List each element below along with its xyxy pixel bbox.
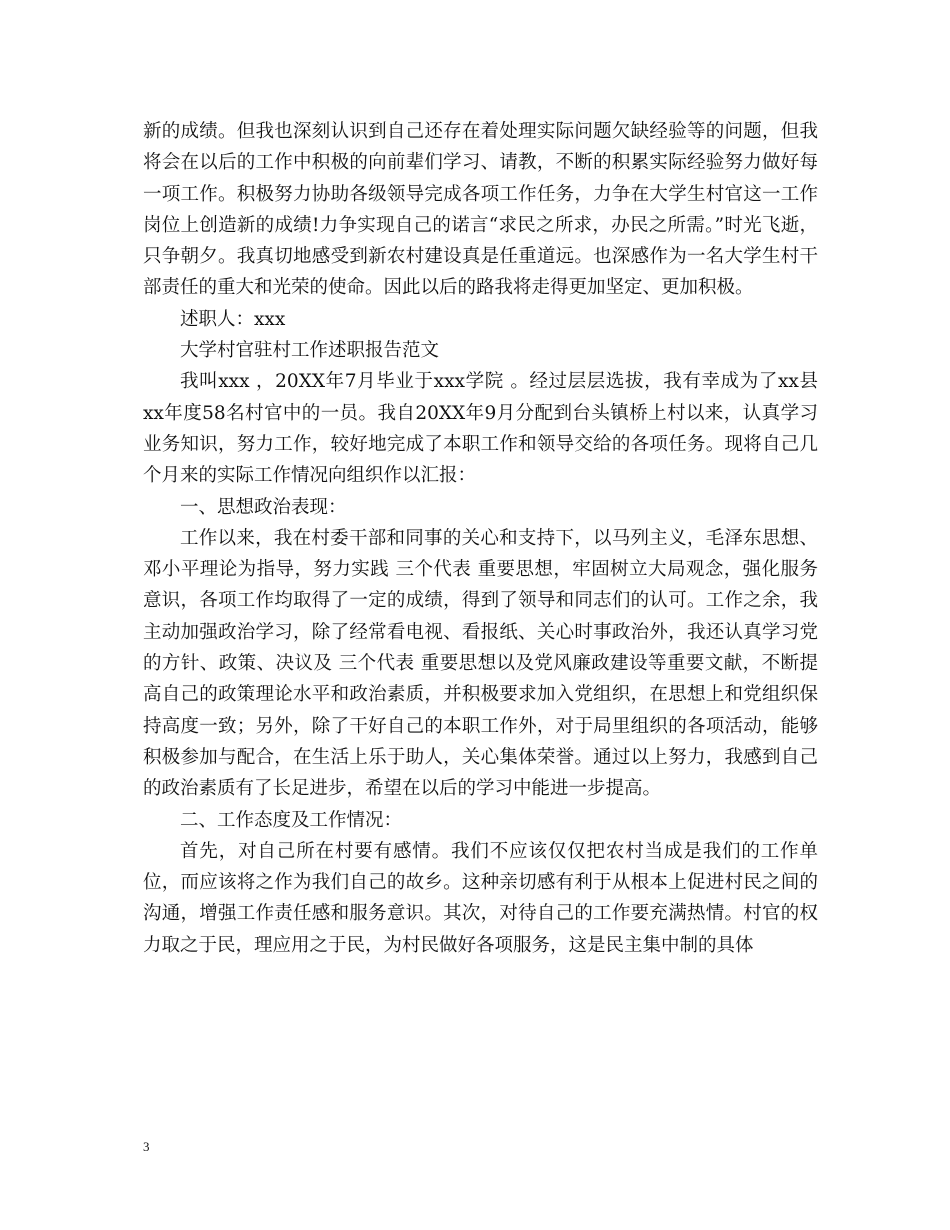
document-body (143, 116, 818, 961)
paragraph-continuation: 新的成绩。但我也深刻认识到自己还存在着处理实际问题欠缺经验等的问题，但我将会在以后的工作中积极的向前辈们学习、请教，不断的积累实际经验努力做好每一项工作。积极努力协助各级领导完成各项工作任务，力争在大学生村官这一工作岗位上创造新的成绩!力争实现自己的诺言“求民之所求，办民之所需。”时光飞逝，只争朝夕。我真切地感受到新农村建设真是任重道远。也深感作为一名大学生村干部责任的重大和光荣的使命。因此以后的路我将走得更加坚定、更加积极。 (143, 121, 818, 299)
paragraph-work-attitude: 首先，对自己所在村要有感情。我们不应该仅仅把农村当成是我们的工作单位，而应该将之作为我们自己的故乡。这种亲切感有利于从根本上促进村民之间的沟通，增强工作责任感和服务意识。其次，对待自己的工作要充满热情。村官的权力取之于民，理应用之于民，为村民做好各项服务，这是民主集中制的具体 (143, 840, 818, 956)
section-title: 大学村官驻村工作述职报告范文 (180, 340, 440, 362)
signature-line: 述职人：xxx (180, 308, 286, 330)
heading-political: 一、思想政治表现： (180, 496, 347, 518)
page-number: 3 (143, 1139, 150, 1154)
paragraph-intro: 我叫xxx ，20XX年7月毕业于xxx学院 。经过层层选拔，我有幸成为了xx县xx年度58名村官中的一员。我自20XX年9月分配到台头镇桥上村以来，认真学习业务知识，努力工作，较好地完成了本职工作和领导交给的各项任务。现将自己几个月来的实际工作情况向组织作以汇报： (143, 371, 818, 487)
paragraph-political: 工作以来，我在村委干部和同事的关心和支持下，以马列主义，毛泽东思想、邓小平理论为指导，努力实践 三个代表 重要思想，牢固树立大局观念，强化服务意识，各项工作均取得了一定的成绩，得到了领导和同志们的认可。工作之余，我主动加强政治学习，除了经常看电视、看报纸、关心时事政治外，我还认真学习党的方针、政策、决议及 三个代表 重要思想以及党风廉政建设等重要文献，不断提高自己的政策理论水平和政治素质，并积极要求加入党组织，在思想上和党组织保持高度一致；另外，除了干好自己的本职工作外，对于局里组织的各项活动，能够积极参加与配合，在生活上乐于助人，关心集体荣誉。通过以上努力，我感到自己的政治素质有了长足进步，希望在以后的学习中能进一步提高。 (143, 527, 818, 800)
heading-work-attitude: 二、工作态度及工作情况： (180, 809, 403, 831)
